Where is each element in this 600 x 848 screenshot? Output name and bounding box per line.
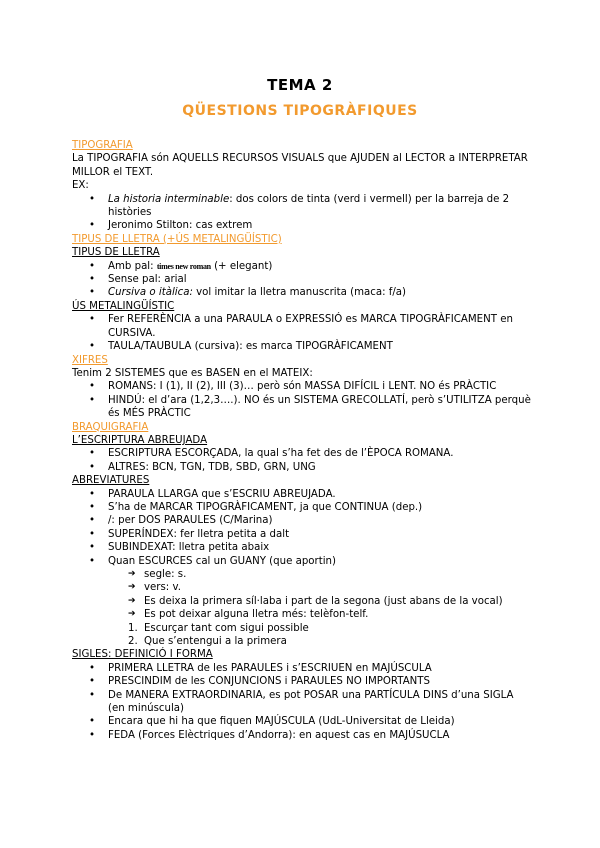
list-item [72, 193, 532, 220]
page-subtitle: QÜESTIONS TIPOGRÀFIQUES [182, 103, 418, 119]
numbered-item [72, 622, 532, 635]
list-item: • ALTRES: BCN, TGN, TDB, SBD, GRN, UNG [72, 461, 532, 474]
subheading-abreviatures: ABREVIATURES [72, 475, 150, 487]
list-item: • ROMANS: I (1), II (2), III (3)… però són MASSA DIFÍCIL i LENT. NO és PRÀCTIC [72, 380, 532, 393]
list-item-text: vol imitar la lletra manuscrita (maca: f/a) [192, 287, 406, 299]
list-item: • De MANERA EXTRAORDINARIA, es pot POSAR una PARTÍCULA DINS d’una SIGLA (en minúscula) [72, 689, 532, 716]
list-item: • Quan ESCURCES cal un GUANY (que aportin) [72, 555, 532, 568]
list-item: • Sense pal: arial [72, 273, 532, 286]
subheading-escriptura: L’ESCRIPTURA ABREUJADA [72, 434, 208, 446]
subheading-tipus-lletra: TIPUS DE LLETRA [72, 247, 160, 259]
list-item-text: Amb pal: [108, 260, 157, 272]
subheading-metalinguistic: ÚS METALINGÜÍSTIC [72, 300, 175, 312]
subheading-sigles: SIGLES: DEFINICIÓ I FORMA [72, 649, 213, 661]
list-item-term: Cursiva o itàlica: [108, 287, 193, 299]
page-title: TEMA 2 [267, 76, 333, 94]
list-item: • Encara que hi ha que fiquen MAJÚSCULA (UdL-Universitat de Lleida) [72, 715, 532, 728]
abrev-list [72, 488, 532, 649]
item-number: 2. [128, 636, 138, 648]
item-number: 1. [128, 622, 138, 634]
list-item: • PARAULA LLARGA que s’ESCRIU ABREUJADA. [72, 488, 532, 501]
list-item-text: : dos colors de tinta (verd i vermell) per la barreja de 2 històries [108, 193, 510, 219]
list-item: • TAULA/TAUBULA (cursiva): es marca TIPOGRÀFICAMENT [72, 340, 532, 353]
meta-list [72, 313, 532, 353]
list-item: • ESCRIPTURA ESCORÇADA, la qual s’ha fet des de l’ÈPOCA ROMANA. [72, 447, 532, 460]
section-heading-braquigrafia: BRAQUIGRAFIA [72, 421, 149, 433]
numbered-item [72, 635, 532, 648]
xifres-intro: Tenim 2 SISTEMES que es BASEN en el MATEIX: [72, 367, 313, 379]
list-item [72, 260, 532, 273]
braqui-list [72, 447, 532, 474]
tipografia-examples [72, 193, 532, 233]
list-item: • Jeronimo Stilton: cas extrem [72, 219, 532, 232]
tipografia-definition: La TIPOGRAFIA són AQUELLS RECURSOS VISUALS que AJUDEN al LECTOR a INTERPRETAR MILLOR el TEXT. [72, 153, 528, 178]
font-sample: times new roman [156, 261, 211, 271]
list-item: • PRESCINDIM de les CONJUNCIONS i PARAULES NO IMPORTANTS [72, 675, 532, 688]
sigles-list [72, 662, 532, 742]
list-item: • S’ha de MARCAR TIPOGRÀFICAMENT, ja que CONTINUA (dep.) [72, 501, 532, 514]
arrow-item: ➔ segle: s. [72, 568, 532, 581]
list-item-text: Escurçar tant com sigui possible [144, 622, 309, 634]
list-item: • HINDÚ: el d’ara (1,2,3….). NO és un SISTEMA GRECOLLATÍ, però s’UTILITZA perquè és MÉS PRÀCTIC [72, 394, 532, 421]
arrow-item: ➔ vers: v. [72, 581, 532, 594]
list-item [72, 286, 532, 299]
xifres-list [72, 380, 532, 420]
section-heading-tipografia: TIPOGRAFIA [72, 140, 133, 151]
book-title: La historia interminable [108, 193, 230, 205]
list-item: • FEDA (Forces Elèctriques d’Andorra): en aquest cas en MAJÚSUCLA [72, 729, 532, 742]
list-item: • SUBINDEXAT: lletra petita abaix [72, 541, 532, 554]
section-heading-xifres: XIFRES [72, 354, 108, 366]
list-item: • /: per DOS PARAULES (C/Marina) [72, 514, 532, 527]
arrow-item: ➔ Es deixa la primera síl·laba i part de la segona (just abans de la vocal) [72, 595, 532, 608]
list-item: • Fer REFERÈNCIA a una PARAULA o EXPRESSIÓ es MARCA TIPOGRÀFICAMENT en CURSIVA. [72, 313, 532, 340]
document-body [72, 139, 532, 742]
list-item-text: Que s’entengui a la primera [144, 636, 287, 648]
section-heading-tipus: TIPUS DE LLETRA (+ÚS METALINGÜÍSTIC) [72, 233, 282, 245]
list-item: • SUPERÍNDEX: fer lletra petita a dalt [72, 528, 532, 541]
arrow-item: ➔ Es pot deixar alguna lletra més: telèfon-telf. [72, 608, 532, 621]
list-item-text: (+ elegant) [210, 260, 273, 272]
list-item: • PRIMERA LLETRA de les PARAULES i s’ESCRIUEN en MAJÚSCULA [72, 662, 532, 675]
tipus-list [72, 260, 532, 300]
example-label: EX: [72, 180, 89, 192]
